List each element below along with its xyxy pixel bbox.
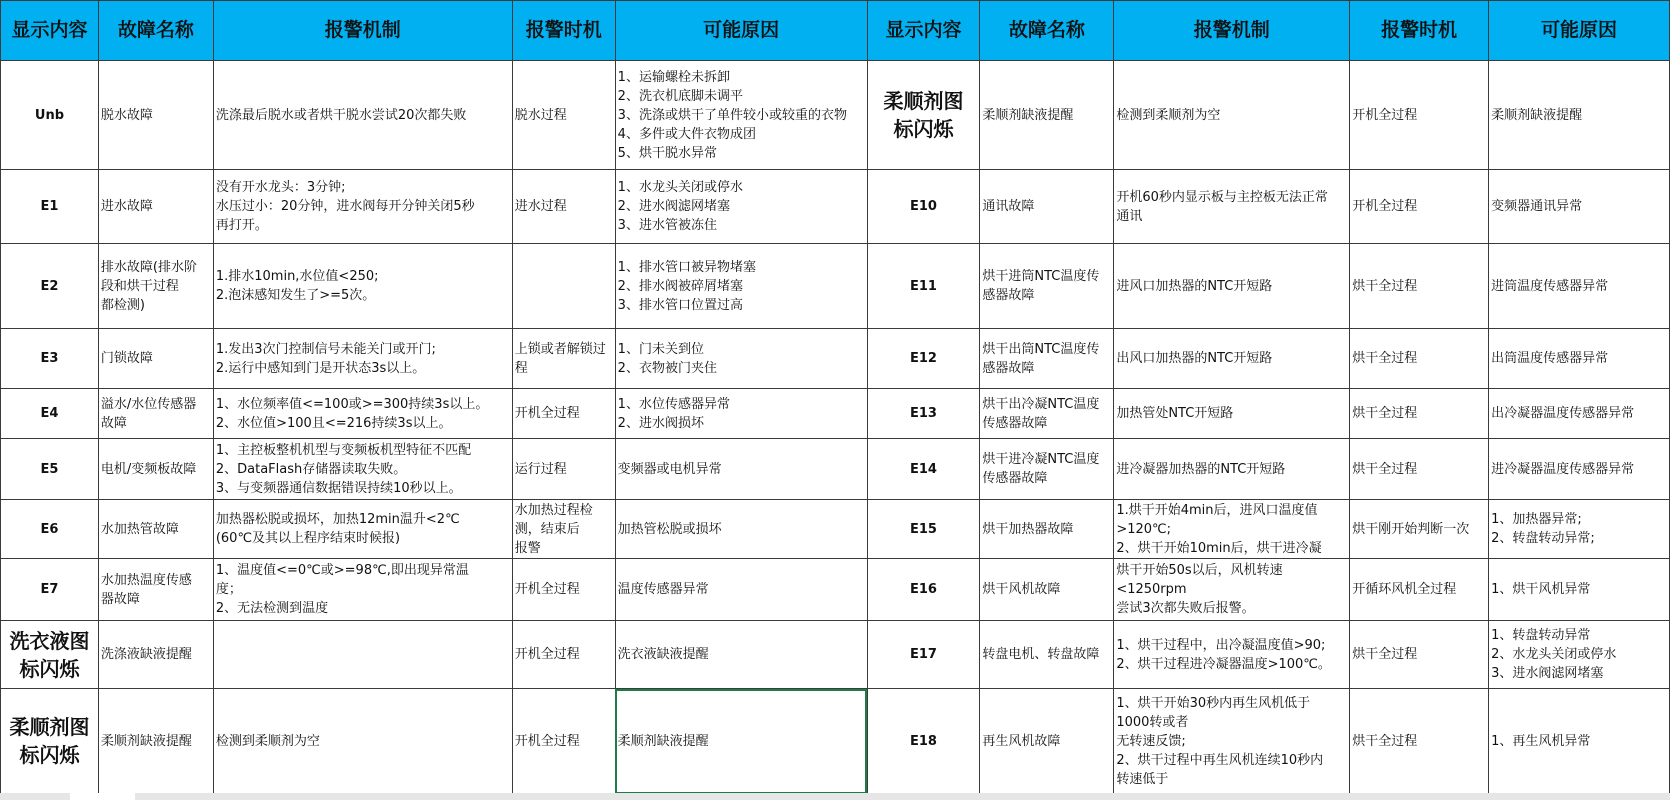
right-alarm-mechanism[interactable] [1114, 244, 1350, 329]
right-alarm-mechanism-line: 2、烘干开始10min后，烘干进冷凝 [1116, 540, 1322, 556]
right-alarm-mechanism-line: 进风口加热器的NTC开短路 [1116, 278, 1273, 294]
right-fault-name-line: 传感器故障 [982, 471, 1048, 486]
left-alarm-timing[interactable] [512, 61, 615, 170]
right-possible-cause[interactable] [1489, 621, 1670, 689]
horizontal-scrollbar[interactable] [0, 793, 1670, 800]
left-fault-name[interactable] [98, 61, 213, 170]
left-possible-cause-line: 5、烘干脱水异常 [617, 145, 717, 161]
right-alarm-mechanism[interactable] [1114, 621, 1350, 689]
header-fault-name[interactable]: 故障名称 [98, 1, 213, 61]
table-row [1, 61, 1670, 170]
right-alarm-timing[interactable] [1350, 500, 1489, 559]
left-possible-cause-line: 温度传感器异常 [617, 582, 709, 597]
left-alarm-timing[interactable] [512, 389, 615, 439]
right-possible-cause-line: 3、进水阀滤网堵塞 [1491, 666, 1604, 681]
left-alarm-mechanism-line: 水压过小：20分钟，进水阀每开分钟关闭5秒 [215, 199, 475, 214]
left-alarm-mechanism[interactable] [213, 389, 512, 439]
right-alarm-timing-line: 烘干全过程 [1352, 461, 1418, 477]
left-fault-name[interactable] [98, 389, 213, 439]
left-display-code[interactable] [1, 621, 99, 689]
right-alarm-timing[interactable] [1350, 244, 1489, 329]
right-fault-name[interactable] [980, 500, 1114, 559]
right-fault-name-line: 通讯故障 [982, 199, 1035, 214]
right-possible-cause-line: 出冷凝器温度传感器异常 [1491, 406, 1635, 421]
left-display-code-line: 洗衣液图 [9, 628, 90, 653]
left-alarm-mechanism[interactable] [213, 244, 512, 329]
left-fault-name-line: 都检测) [100, 297, 145, 313]
left-display-code[interactable] [1, 689, 99, 794]
header-fault-name-2[interactable]: 故障名称 [980, 1, 1114, 61]
left-possible-cause[interactable] [615, 389, 867, 439]
left-alarm-timing-line: 测，结束后 [514, 521, 580, 537]
left-fault-name[interactable] [98, 621, 213, 689]
left-display-code[interactable]: E2 [1, 244, 99, 329]
left-alarm-timing[interactable] [512, 170, 615, 244]
left-alarm-timing[interactable] [512, 439, 615, 500]
left-possible-cause-line: 4、多件或大件衣物成团 [617, 126, 756, 142]
left-possible-cause[interactable] [615, 500, 867, 559]
right-fault-name-line: 感器故障 [982, 288, 1035, 303]
right-fault-name[interactable] [980, 559, 1114, 621]
right-fault-name[interactable] [980, 61, 1114, 170]
right-possible-cause[interactable] [1489, 439, 1670, 500]
left-alarm-timing-line: 进水过程 [514, 199, 567, 214]
right-alarm-timing-line: 烘干全过程 [1352, 278, 1418, 294]
left-fault-name-line: 排水故障(排水阶 [100, 259, 197, 275]
header-possible-cause-2[interactable]: 可能原因 [1489, 1, 1670, 61]
left-alarm-mechanism[interactable] [213, 329, 512, 389]
left-alarm-mechanism-line: 没有开水龙头：3分钟; [215, 180, 346, 195]
left-alarm-mechanism-line: 加热器松脱或损坏，加热12min温升<2℃ [215, 512, 460, 527]
right-alarm-mechanism[interactable] [1114, 170, 1350, 244]
right-possible-cause[interactable] [1489, 559, 1670, 621]
right-alarm-mechanism-line: >120℃; [1116, 521, 1172, 537]
left-alarm-timing-line: 脱水过程 [514, 107, 567, 123]
right-alarm-mechanism-line: 出风口加热器的NTC开短路 [1116, 351, 1273, 366]
left-alarm-mechanism-line: 检测到柔顺剂为空 [215, 733, 320, 749]
left-alarm-mechanism-line: 3、与变频器通信数据错误持续10秒以上。 [215, 480, 462, 496]
left-alarm-mechanism-line: 2.运行中感知到门是开状态3s以上。 [215, 360, 426, 376]
left-display-code[interactable]: E6 [1, 500, 99, 559]
right-possible-cause-line: 进冷凝器温度传感器异常 [1491, 461, 1635, 477]
scrollbar-thumb[interactable] [70, 793, 135, 800]
right-alarm-mechanism[interactable] [1114, 689, 1350, 794]
table-row [1, 559, 1670, 621]
left-possible-cause[interactable] [615, 170, 867, 244]
left-fault-name-line: 脱水故障 [100, 107, 153, 123]
right-fault-name-line: 烘干加热器故障 [982, 521, 1074, 537]
table-row [1, 389, 1670, 439]
left-fault-name-line: 门锁故障 [100, 351, 153, 366]
right-possible-cause-line: 1、加热器异常; [1491, 512, 1582, 527]
left-alarm-timing-line: 开机全过程 [514, 733, 580, 749]
left-alarm-timing-line: 开机全过程 [514, 647, 580, 662]
left-alarm-mechanism[interactable] [213, 500, 512, 559]
left-possible-cause[interactable] [615, 244, 867, 329]
header-alarm-mechanism-2[interactable]: 报警机制 [1114, 1, 1350, 61]
right-possible-cause-line: 1、再生风机异常 [1491, 733, 1591, 749]
right-possible-cause-line: 2、转盘转动异常; [1491, 531, 1595, 546]
right-alarm-mechanism-line: 开机60秒内显示板与主控板无法正常 [1116, 189, 1328, 205]
left-alarm-timing-line: 水加热过程检 [514, 502, 593, 518]
left-alarm-timing[interactable] [512, 559, 615, 621]
right-possible-cause[interactable] [1489, 244, 1670, 329]
left-possible-cause-line: 2、洗衣机底脚未调平 [617, 88, 743, 104]
right-alarm-mechanism-line: 无转速反馈; [1116, 733, 1186, 749]
right-display-code-line: 柔顺剂图 [883, 89, 964, 113]
left-alarm-mechanism-line: 再打开。 [215, 218, 268, 233]
right-alarm-mechanism-line: 烘干开始50s以后，风机转速 [1116, 563, 1283, 578]
left-alarm-mechanism-line: 1、温度值<=0℃或>=98℃,即出现异常温 [215, 563, 469, 578]
left-fault-name[interactable] [98, 329, 213, 389]
right-alarm-mechanism-line: 1.烘干开始4min后，进风口温度值 [1116, 502, 1318, 518]
right-alarm-mechanism-line: 1、烘干开始30秒内再生风机低于 [1116, 695, 1311, 711]
right-alarm-mechanism-line: 加热管处NTC开短路 [1116, 406, 1234, 421]
right-fault-name-line: 烘干出冷凝NTC温度 [982, 396, 1100, 412]
right-alarm-mechanism-line: 尝试3次都失败后报警。 [1116, 601, 1255, 616]
right-alarm-mechanism-line: 1、烘干过程中，出冷凝温度值>90; [1116, 637, 1326, 653]
right-fault-name-line: 柔顺剂缺液提醒 [982, 107, 1074, 123]
right-alarm-timing-line: 烘干全过程 [1352, 647, 1418, 662]
left-possible-cause-line: 1、水龙头关闭或停水 [617, 180, 743, 195]
left-alarm-timing-line: 上锁或者解锁过 [514, 341, 606, 357]
table-row [1, 244, 1670, 329]
left-display-code[interactable]: E4 [1, 389, 99, 439]
right-alarm-timing[interactable] [1350, 61, 1489, 170]
left-fault-name[interactable] [98, 244, 213, 329]
left-fault-name-line: 水加热管故障 [100, 521, 179, 537]
right-alarm-mechanism-line: 2、烘干过程中再生风机连续10秒内 [1116, 752, 1324, 768]
header-alarm-mechanism[interactable]: 报警机制 [213, 1, 512, 61]
left-fault-name-line: 洗涤液缺液提醒 [100, 647, 192, 662]
right-possible-cause[interactable] [1489, 389, 1670, 439]
left-fault-name[interactable] [98, 439, 213, 500]
right-alarm-timing-line: 烘干全过程 [1352, 406, 1418, 421]
right-fault-name-line: 烘干出筒NTC温度传 [982, 341, 1100, 357]
right-possible-cause-line: 1、转盘转动异常 [1491, 628, 1591, 643]
right-alarm-timing-line: 烘干全过程 [1352, 733, 1418, 749]
left-fault-name-line: 水加热温度传感 [100, 572, 192, 588]
right-display-code[interactable]: E11 [867, 244, 980, 329]
left-possible-cause[interactable] [615, 439, 867, 500]
left-display-code-line: 标闪烁 [19, 743, 80, 767]
right-display-code[interactable]: E12 [867, 329, 980, 389]
left-alarm-timing-line: 报警 [514, 540, 541, 556]
left-possible-cause-line: 1、门未关到位 [617, 341, 704, 357]
right-alarm-timing[interactable] [1350, 559, 1489, 621]
right-display-code-line: 标闪烁 [893, 117, 954, 141]
left-alarm-mechanism[interactable] [213, 621, 512, 689]
right-alarm-timing[interactable] [1350, 389, 1489, 439]
right-alarm-mechanism-line: 转速低于 [1116, 771, 1169, 787]
left-possible-cause-line: 加热管松脱或损坏 [617, 521, 722, 537]
left-display-code[interactable]: E5 [1, 439, 99, 500]
right-display-code[interactable]: E10 [867, 170, 980, 244]
left-alarm-timing-line: 运行过程 [514, 461, 567, 477]
left-possible-cause-line: 柔顺剂缺液提醒 [617, 733, 709, 749]
left-alarm-mechanism-line: 度； [215, 582, 242, 597]
right-alarm-mechanism[interactable] [1114, 329, 1350, 389]
left-alarm-mechanism-line: 1、主控板整机机型与变频板机型特征不匹配 [215, 442, 472, 458]
left-display-code-line: 标闪烁 [19, 656, 80, 681]
left-alarm-timing[interactable] [512, 621, 615, 689]
right-alarm-timing-line: 开机全过程 [1352, 199, 1418, 214]
left-display-code-line: 柔顺剂图 [9, 715, 90, 739]
left-possible-cause-line: 2、进水阀损坏 [617, 415, 704, 431]
right-alarm-timing[interactable] [1350, 689, 1489, 794]
left-alarm-mechanism-line: 洗涤最后脱水或者烘干脱水尝试20次都失败 [215, 107, 467, 123]
left-fault-name-line: 溢水/水位传感器 [100, 396, 197, 412]
table-body [1, 61, 1670, 794]
right-possible-cause[interactable] [1489, 689, 1670, 794]
left-fault-name-line: 段和烘干过程 [100, 278, 179, 294]
right-possible-cause[interactable] [1489, 170, 1670, 244]
right-alarm-timing[interactable] [1350, 170, 1489, 244]
left-alarm-mechanism-line: 1.发出3次门控制信号未能关门或开门; [215, 341, 436, 357]
table-row [1, 689, 1670, 794]
left-alarm-mechanism-line: 2、DataFlash存储器读取失败。 [215, 461, 407, 477]
right-alarm-mechanism-line: 1000转或者 [1116, 714, 1189, 730]
right-possible-cause-line: 进筒温度传感器异常 [1491, 278, 1609, 294]
left-fault-name-line: 故障 [100, 415, 127, 431]
right-display-code[interactable]: E14 [867, 439, 980, 500]
header-row [1, 1, 1670, 61]
left-alarm-timing[interactable] [512, 500, 615, 559]
right-fault-name[interactable] [980, 689, 1114, 794]
left-alarm-mechanism[interactable] [213, 439, 512, 500]
left-possible-cause-line: 1、运输螺栓未拆卸 [617, 69, 730, 85]
left-display-code[interactable]: E7 [1, 559, 99, 621]
right-fault-name[interactable] [980, 244, 1114, 329]
left-display-code[interactable]: Unb [1, 61, 99, 170]
right-alarm-mechanism[interactable] [1114, 559, 1350, 621]
right-fault-name[interactable] [980, 389, 1114, 439]
left-alarm-timing-line: 程 [514, 360, 528, 376]
right-display-code[interactable]: E16 [867, 559, 980, 621]
table-row [1, 500, 1670, 559]
left-possible-cause[interactable] [615, 689, 867, 794]
left-possible-cause[interactable] [615, 61, 867, 170]
left-fault-name[interactable] [98, 170, 213, 244]
right-alarm-mechanism[interactable] [1114, 439, 1350, 500]
right-alarm-mechanism-line: <1250rpm [1116, 582, 1187, 597]
left-alarm-timing-line: 开机全过程 [514, 406, 580, 421]
left-alarm-mechanism[interactable] [213, 61, 512, 170]
header-display-content[interactable]: 显示内容 [1, 1, 99, 61]
right-alarm-mechanism[interactable] [1114, 389, 1350, 439]
right-possible-cause-line: 出筒温度传感器异常 [1491, 351, 1609, 366]
left-fault-name-line: 电机/变频板故障 [100, 461, 197, 477]
left-alarm-timing[interactable] [512, 244, 615, 329]
left-possible-cause-line: 1、水位传感器异常 [617, 396, 730, 412]
right-fault-name-line: 再生风机故障 [982, 733, 1061, 749]
left-fault-name[interactable] [98, 689, 213, 794]
left-display-code[interactable]: E1 [1, 170, 99, 244]
table-row [1, 170, 1670, 244]
header-alarm-timing-2[interactable]: 报警时机 [1350, 1, 1489, 61]
left-fault-name[interactable] [98, 500, 213, 559]
right-alarm-mechanism-line: 检测到柔顺剂为空 [1116, 107, 1221, 123]
left-possible-cause[interactable] [615, 329, 867, 389]
right-alarm-mechanism[interactable] [1114, 61, 1350, 170]
right-alarm-mechanism-line: 通讯 [1116, 208, 1143, 224]
right-possible-cause[interactable] [1489, 61, 1670, 170]
left-alarm-timing[interactable] [512, 329, 615, 389]
left-possible-cause-line: 1、排水管口被异物堵塞 [617, 259, 756, 275]
right-alarm-timing-line: 开机全过程 [1352, 107, 1418, 123]
table-row [1, 329, 1670, 389]
left-alarm-mechanism-line: 1.排水10min,水位值<250; [215, 269, 379, 284]
right-possible-cause[interactable] [1489, 500, 1670, 559]
left-fault-name-line: 进水故障 [100, 199, 153, 214]
right-fault-name-line: 转盘电机、转盘故障 [982, 647, 1100, 662]
right-possible-cause[interactable] [1489, 329, 1670, 389]
right-fault-name-line: 感器故障 [982, 360, 1035, 376]
header-alarm-timing[interactable]: 报警时机 [512, 1, 615, 61]
right-fault-name[interactable] [980, 170, 1114, 244]
left-alarm-mechanism-line: 2.泡沫感知发生了>=5次。 [215, 288, 376, 303]
right-fault-name[interactable] [980, 329, 1114, 389]
left-display-code[interactable]: E3 [1, 329, 99, 389]
left-fault-name-line: 器故障 [100, 591, 140, 607]
right-alarm-timing-line: 开循环风机全过程 [1352, 582, 1457, 597]
right-fault-name[interactable] [980, 621, 1114, 689]
right-display-code[interactable]: E15 [867, 500, 980, 559]
left-alarm-timing-line: 开机全过程 [514, 582, 580, 597]
left-fault-name[interactable] [98, 559, 213, 621]
left-possible-cause-line: 2、排水阀被碎屑堵塞 [617, 278, 743, 294]
right-display-code[interactable]: E18 [867, 689, 980, 794]
left-possible-cause[interactable] [615, 559, 867, 621]
right-possible-cause-line: 1、烘干风机异常 [1491, 582, 1591, 597]
right-display-code[interactable]: E17 [867, 621, 980, 689]
left-possible-cause-line: 2、进水阀滤网堵塞 [617, 199, 730, 214]
left-alarm-timing[interactable] [512, 689, 615, 794]
right-alarm-timing[interactable] [1350, 329, 1489, 389]
right-fault-name[interactable] [980, 439, 1114, 500]
left-possible-cause-line: 3、进水管被冻住 [617, 218, 717, 233]
right-alarm-timing[interactable] [1350, 621, 1489, 689]
table-row [1, 621, 1670, 689]
right-alarm-mechanism-line: 2、烘干过程进冷凝器温度>100℃。 [1116, 656, 1331, 672]
left-possible-cause-line: 变频器或电机异常 [617, 461, 722, 477]
right-fault-name-line: 烘干风机故障 [982, 582, 1061, 597]
right-display-code[interactable] [867, 61, 980, 170]
right-alarm-mechanism[interactable] [1114, 500, 1350, 559]
left-possible-cause-line: 3、洗涤或烘干了单件较小或较重的衣物 [617, 107, 847, 123]
left-fault-name-line: 柔顺剂缺液提醒 [100, 733, 192, 749]
table-row [1, 439, 1670, 500]
right-possible-cause-line: 柔顺剂缺液提醒 [1491, 107, 1583, 123]
left-alarm-mechanism[interactable] [213, 170, 512, 244]
left-alarm-mechanism-line: (60℃及其以上程序结束时候报) [215, 531, 401, 546]
right-alarm-mechanism-line: 进冷凝器加热器的NTC开短路 [1116, 461, 1286, 477]
left-alarm-mechanism-line: 2、无法检测到温度 [215, 601, 329, 616]
right-fault-name-line: 烘干进冷凝NTC温度 [982, 452, 1100, 467]
right-possible-cause-line: 变频器通讯异常 [1491, 199, 1583, 214]
right-possible-cause-line: 2、水龙头关闭或停水 [1491, 647, 1617, 662]
left-possible-cause-line: 3、排水管口位置过高 [617, 297, 743, 313]
left-alarm-mechanism[interactable] [213, 689, 512, 794]
right-fault-name-line: 烘干进筒NTC温度传 [982, 269, 1100, 284]
right-display-code[interactable]: E13 [867, 389, 980, 439]
left-possible-cause-line: 洗衣液缺液提醒 [617, 647, 709, 662]
right-alarm-timing[interactable] [1350, 439, 1489, 500]
left-alarm-mechanism-line: 2、水位值>100且<=216持续3s以上。 [215, 415, 452, 431]
left-possible-cause[interactable] [615, 621, 867, 689]
right-alarm-timing-line: 烘干全过程 [1352, 351, 1418, 366]
left-alarm-mechanism-line: 1、水位频率值<=100或>=300持续3s以上。 [215, 396, 489, 412]
right-fault-name-line: 传感器故障 [982, 415, 1048, 431]
header-display-content-2[interactable]: 显示内容 [867, 1, 980, 61]
left-possible-cause-line: 2、衣物被门夹住 [617, 360, 717, 376]
header-possible-cause[interactable]: 可能原因 [615, 1, 867, 61]
right-alarm-timing-line: 烘干刚开始判断一次 [1352, 521, 1470, 537]
left-alarm-mechanism[interactable] [213, 559, 512, 621]
